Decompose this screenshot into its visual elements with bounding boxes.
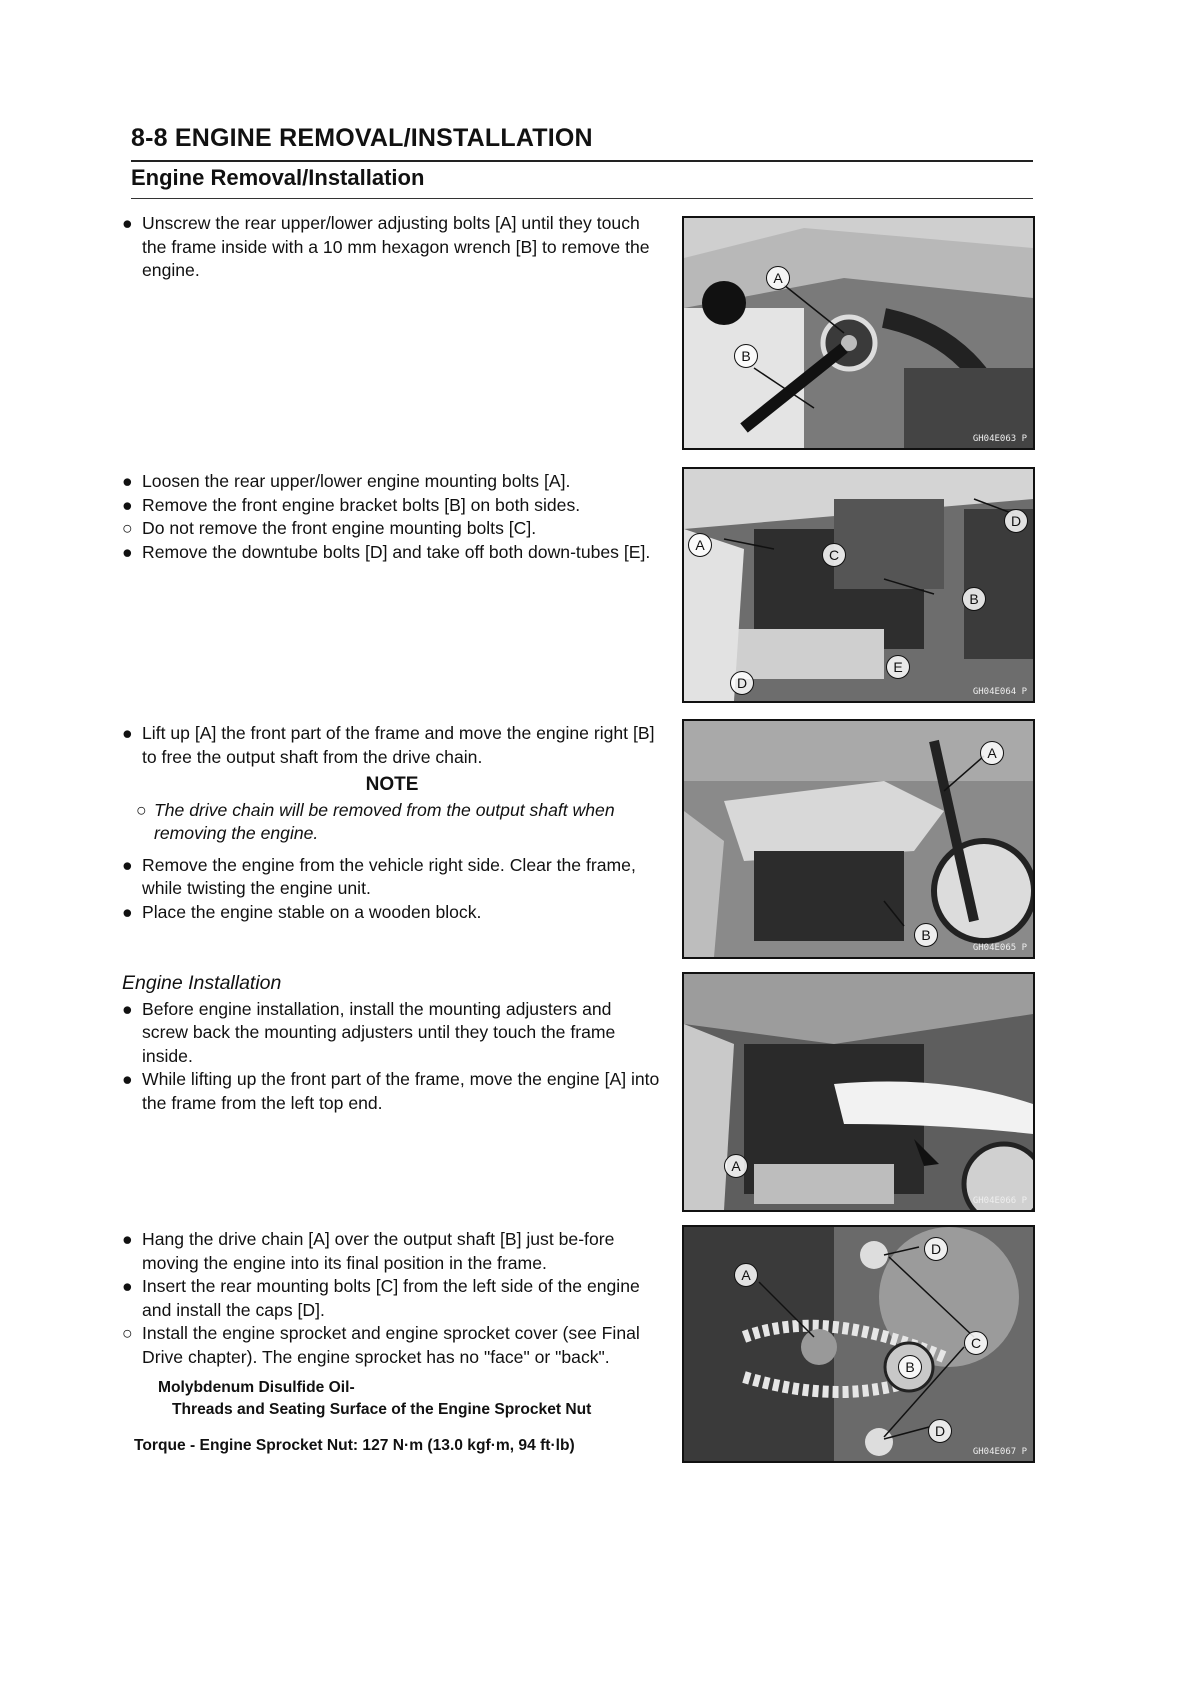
item-text: Place the engine stable on a wooden block. bbox=[142, 901, 482, 922]
step-block-2 bbox=[122, 470, 662, 564]
page-title: 8-8 ENGINE REMOVAL/INSTALLATION bbox=[131, 124, 593, 152]
callout-a: A bbox=[724, 1154, 748, 1178]
bullet-marker: ● bbox=[122, 854, 133, 875]
note-text bbox=[122, 799, 662, 846]
bullet-marker: ● bbox=[122, 901, 133, 922]
bullet-marker: ● bbox=[122, 471, 133, 491]
list-item bbox=[122, 1068, 662, 1115]
callout-e: E bbox=[886, 655, 910, 679]
photo-code: GH04E067 P bbox=[972, 1447, 1027, 1457]
photo-code: GH04E066 P bbox=[972, 1196, 1027, 1206]
item-text: Do not remove the front engine mounting bolts [C]. bbox=[142, 518, 537, 538]
list-item bbox=[122, 1322, 662, 1369]
photo-mounting-bolts bbox=[682, 467, 1035, 703]
list-item bbox=[122, 470, 662, 494]
list-item bbox=[122, 998, 662, 1069]
callout-d: D bbox=[1004, 509, 1028, 533]
bullet-marker: ● bbox=[122, 723, 133, 743]
list-item bbox=[122, 1228, 662, 1275]
list-item bbox=[122, 517, 662, 541]
callout-d: D bbox=[924, 1237, 948, 1261]
item-text: Install the engine sprocket and engine sprocket cover (see Final Drive chapter). The engine sprocket has no "face" or "back". bbox=[142, 1323, 640, 1367]
callout-a: A bbox=[734, 1263, 758, 1287]
note-heading: NOTE bbox=[365, 774, 419, 795]
circle-marker: ○ bbox=[122, 1323, 133, 1343]
item-text: Remove the engine from the vehicle right side. Clear the frame, while twisting the engine unit. bbox=[142, 854, 636, 898]
item-text: Unscrew the rear upper/lower adjusting bolts [A] until they touch the frame inside with a 10 mm hexagon wrench [B] to remove the engine. bbox=[142, 213, 650, 280]
bullet-marker: ● bbox=[122, 541, 133, 562]
callout-b: B bbox=[914, 923, 938, 947]
callout-d: D bbox=[928, 1419, 952, 1443]
list-item bbox=[122, 212, 662, 283]
list-item bbox=[122, 1275, 662, 1322]
bullet-marker: ● bbox=[122, 1229, 133, 1249]
photo-lift-frame bbox=[682, 719, 1035, 959]
item-text: The drive chain will be removed from the output shaft when removing the engine. bbox=[154, 799, 615, 843]
bullet-marker: ● bbox=[122, 213, 133, 233]
callout-a: A bbox=[980, 741, 1004, 765]
callout-c: C bbox=[822, 543, 846, 567]
step-block-1 bbox=[122, 212, 662, 283]
item-text: Before engine installation, install the mounting adjusters and screw back the mounting adjusters until they touch the frame inside. bbox=[142, 998, 616, 1066]
bullet-marker: ● bbox=[122, 998, 133, 1019]
list-item bbox=[122, 901, 662, 925]
callout-c: C bbox=[964, 1331, 988, 1355]
callout-a: A bbox=[766, 266, 790, 290]
callout-b: B bbox=[734, 344, 758, 368]
section-rule bbox=[131, 198, 1033, 199]
callout-b: B bbox=[962, 587, 986, 611]
photo-code: GH04E064 P bbox=[972, 687, 1027, 697]
circle-marker: ○ bbox=[122, 518, 133, 538]
header-rule bbox=[131, 160, 1033, 162]
list-item bbox=[122, 854, 662, 901]
circle-marker: ○ bbox=[136, 799, 147, 820]
step-block-5 bbox=[122, 1228, 662, 1457]
photo-drive-chain bbox=[682, 1225, 1035, 1463]
torque-spec: Torque - Engine Sprocket Nut: 127 N·m (13.0 kgf·m, 94 ft·lb) bbox=[134, 1437, 575, 1454]
item-text: Lift up [A] the front part of the frame and move the engine right [B] to free the output shaft from the drive chain. bbox=[142, 723, 655, 767]
photo-image bbox=[684, 218, 1033, 448]
step-block-3 bbox=[122, 722, 662, 924]
item-text: Hang the drive chain [A] over the output shaft [B] just be-fore moving the engine into its final position in the frame. bbox=[142, 1229, 615, 1273]
step-block-4 bbox=[122, 972, 662, 1115]
photo-adjusting-bolts bbox=[682, 216, 1035, 450]
section-title: Engine Removal/Installation bbox=[131, 165, 425, 190]
subheading: Engine Installation bbox=[122, 972, 282, 994]
item-text: Insert the rear mounting bolts [C] from the left side of the engine and install the caps [D]. bbox=[142, 1276, 640, 1320]
lubricant-spec: Molybdenum Disulfide Oil- bbox=[158, 1379, 355, 1396]
photo-image bbox=[684, 469, 1033, 701]
list-item bbox=[122, 494, 662, 518]
item-text: Loosen the rear upper/lower engine mounting bolts [A]. bbox=[142, 471, 571, 491]
bullet-marker: ● bbox=[122, 1069, 133, 1089]
bullet-marker: ● bbox=[122, 1276, 133, 1296]
callout-b: B bbox=[898, 1355, 922, 1379]
item-text: While lifting up the front part of the frame, move the engine [A] into the frame from the left top end. bbox=[142, 1069, 660, 1113]
photo-code: GH04E063 P bbox=[972, 434, 1027, 444]
list-item bbox=[122, 722, 662, 769]
item-text: Remove the front engine bracket bolts [B] on both sides. bbox=[142, 494, 581, 515]
callout-a: A bbox=[688, 533, 712, 557]
lubricant-location: Threads and Seating Surface of the Engine Sprocket Nut bbox=[172, 1401, 592, 1418]
callout-d: D bbox=[730, 671, 754, 695]
list-item bbox=[122, 541, 662, 565]
photo-code: GH04E065 P bbox=[972, 943, 1027, 953]
bullet-marker: ● bbox=[122, 494, 133, 515]
item-text: Remove the downtube bolts [D] and take off both down-tubes [E]. bbox=[142, 541, 651, 562]
photo-engine-install bbox=[682, 972, 1035, 1212]
